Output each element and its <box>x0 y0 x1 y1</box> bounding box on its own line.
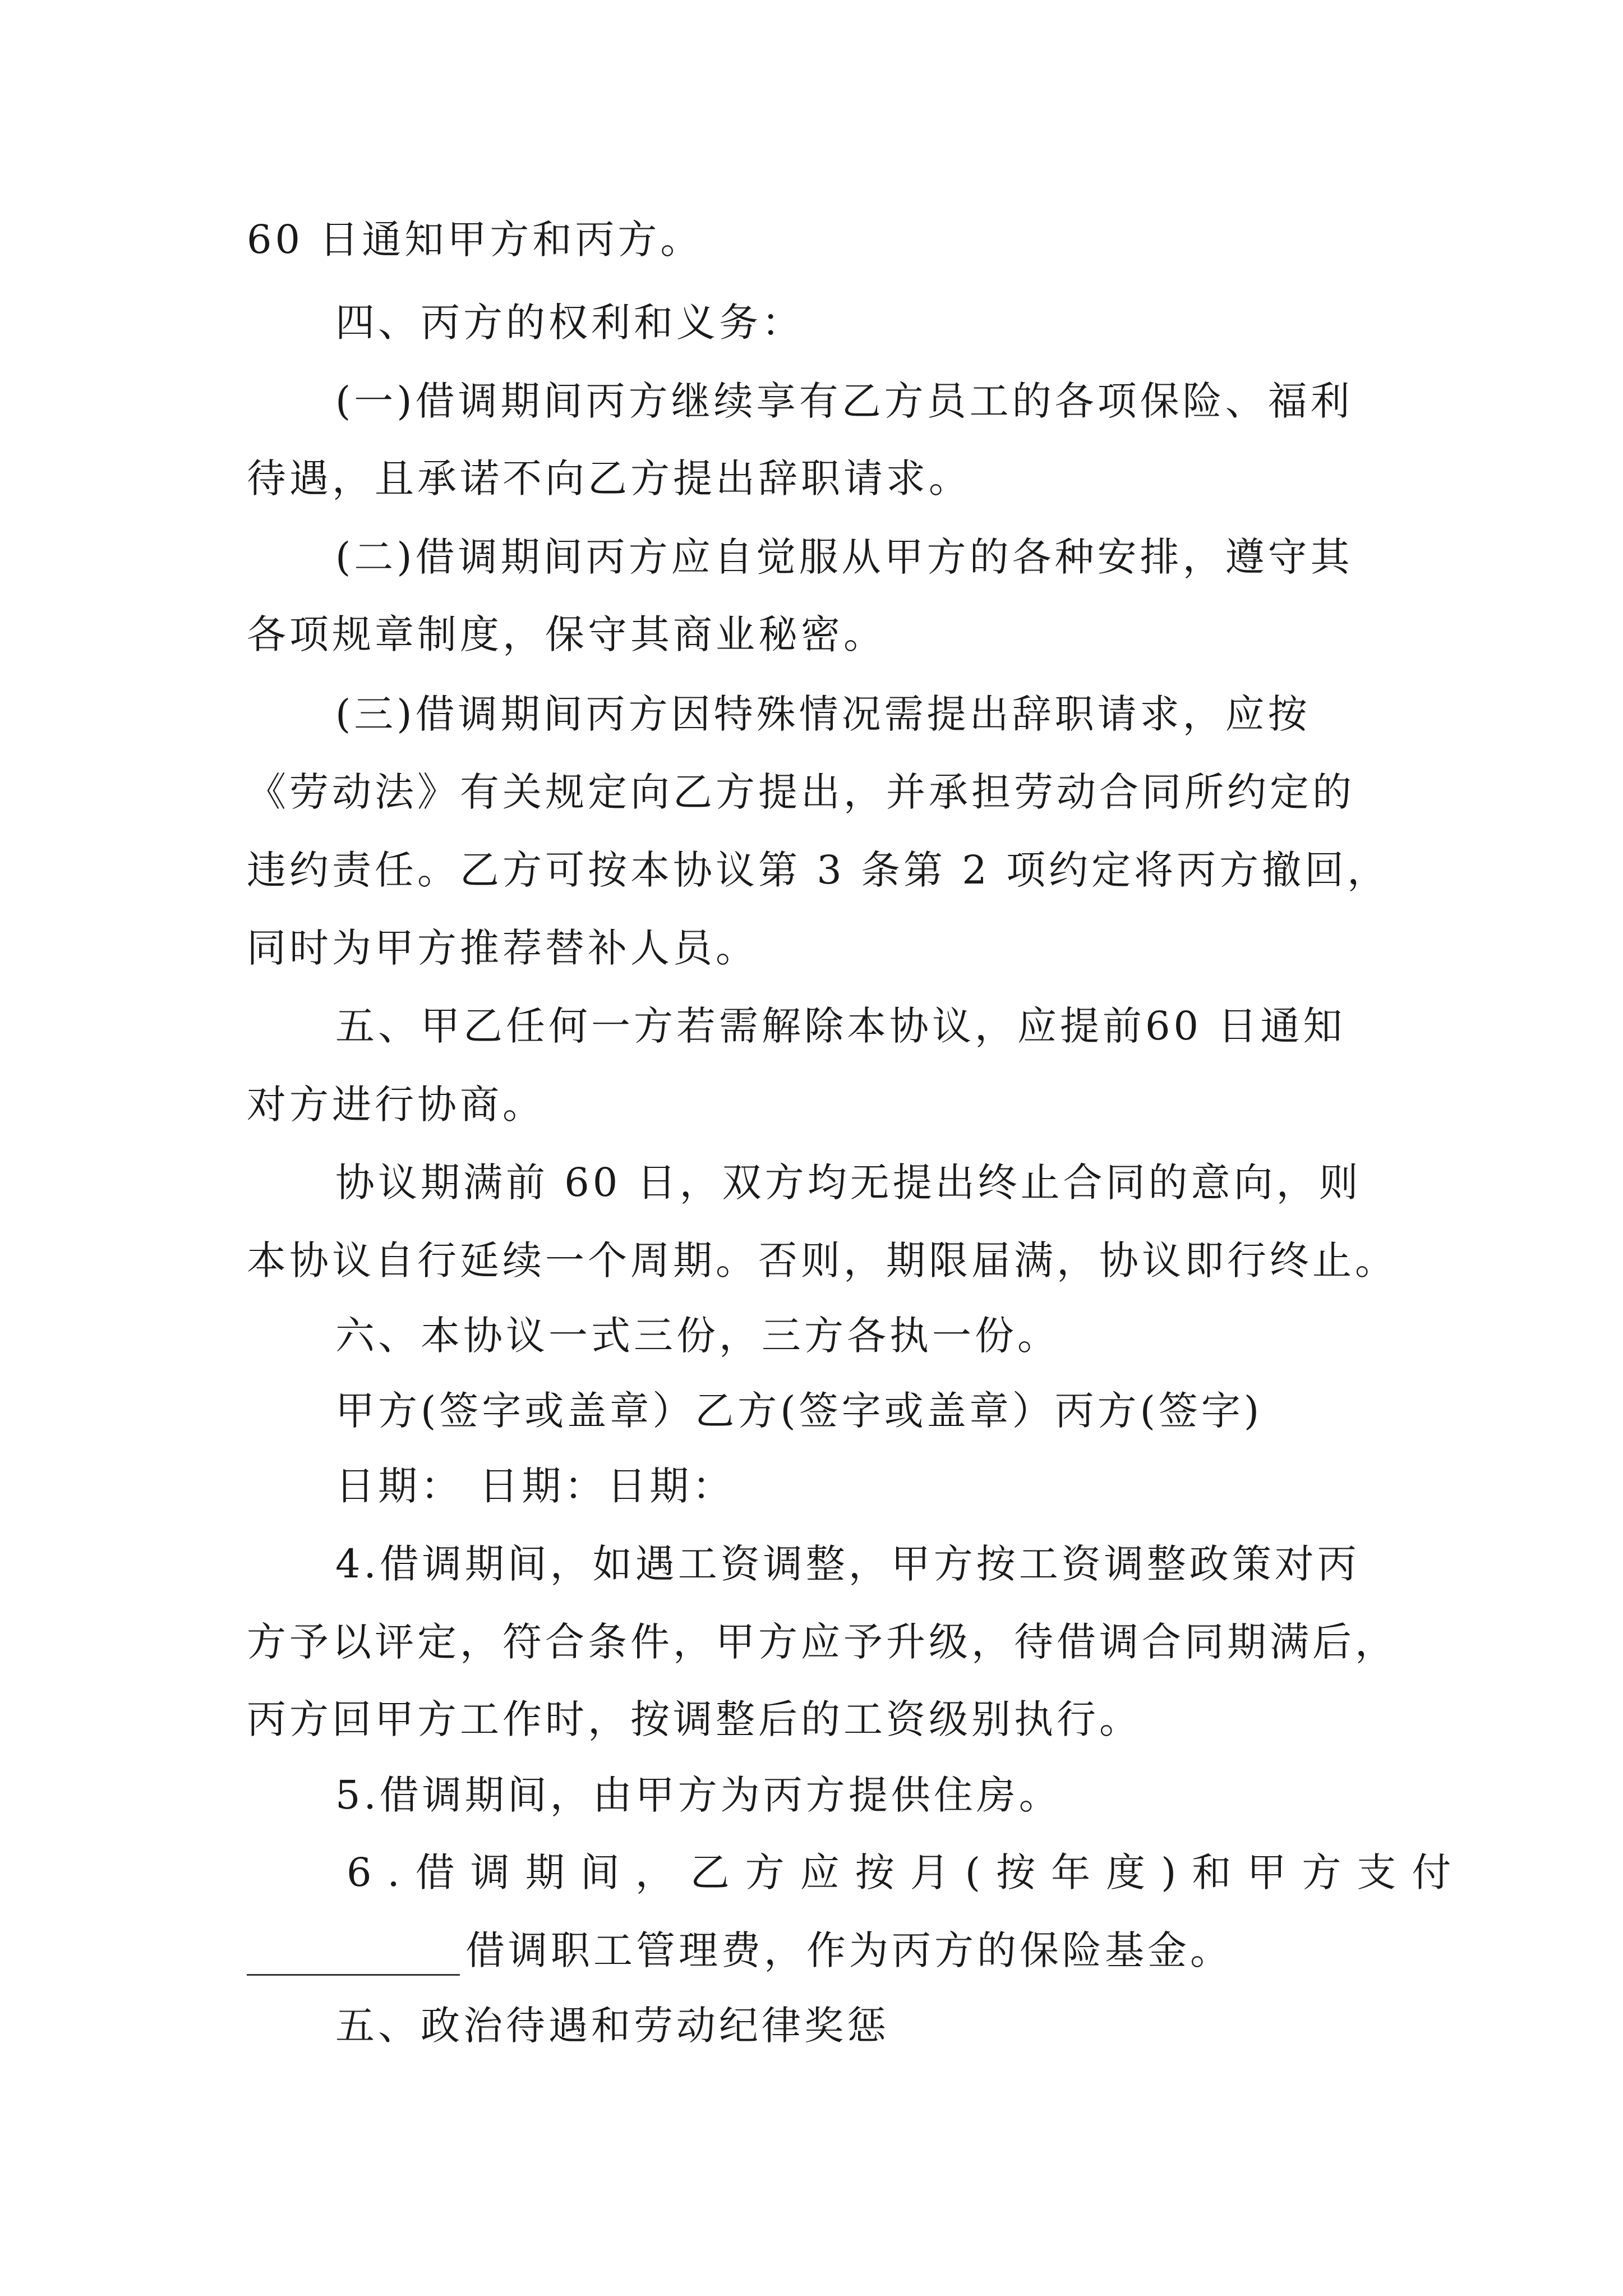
section-heading: 五、政治待遇和劳动纪律奖惩 <box>335 2003 889 2049</box>
text-after-blank: 借调职工管理费，作为丙方的保险基金。 <box>465 1927 1233 1973</box>
signature-line: 甲方(签字或盖章）乙方(签字或盖章）丙方(签字) <box>335 1388 1263 1434</box>
fill-in-blank <box>247 1935 460 1976</box>
section-heading: 五、甲乙任何一方若需解除本协议，应提前60 日通知 <box>335 1003 1346 1049</box>
section-heading: 六、本协议一式三份，三方各执一份。 <box>335 1313 1060 1359</box>
text-line: (三)借调期间丙方因特殊情况需提出辞职请求，应按 <box>335 691 1311 737</box>
text-line: (二)借调期间丙方应自觉服从甲方的各种安排，遵守其 <box>335 534 1353 580</box>
text-line: 60 日通知甲方和丙方。 <box>247 217 703 263</box>
text-line: 对方进行协商。 <box>247 1082 545 1128</box>
text-line: 待遇，且承诺不向乙方提出辞职请求。 <box>247 455 971 501</box>
text-line: 协议期满前 60 日，双方均无提出终止合同的意向，则 <box>335 1159 1362 1205</box>
text-line: 同时为甲方推荐替补人员。 <box>247 925 758 971</box>
text-line: 6.借调期间，乙方应按月(按年度)和甲方支付 <box>347 1849 1467 1895</box>
text-line: 《劳动法》有关规定向乙方提出，并承担劳动合同所约定的 <box>247 769 1355 815</box>
text-line: (一)借调期间丙方继续享有乙方员工的各项保险、福利 <box>335 378 1353 424</box>
text-line: 5.借调期间，由甲方为丙方提供住房。 <box>335 1772 1062 1818</box>
text-line: 本协议自行延续一个周期。否则，期限届满，协议即行终止。 <box>247 1237 1398 1283</box>
text-line: 丙方回甲方工作时，按调整后的工资级别执行。 <box>247 1696 1142 1742</box>
text-line: 各项规章制度，保守其商业秘密。 <box>247 611 886 657</box>
text-line: 4.借调期间，如遇工资调整，甲方按工资调整政策对丙 <box>335 1541 1360 1587</box>
date-line: 日期： 日期：日期： <box>335 1463 735 1509</box>
text-line: 方予以评定，符合条件，甲方应予升级，待借调合同期满后， <box>247 1619 1398 1665</box>
text-line: 违约责任。乙方可按本协议第 3 条第 2 项约定将丙方撤回， <box>247 847 1390 893</box>
section-heading: 四、丙方的权利和义务： <box>335 300 804 346</box>
text-line-with-blank <box>247 1925 1233 1976</box>
